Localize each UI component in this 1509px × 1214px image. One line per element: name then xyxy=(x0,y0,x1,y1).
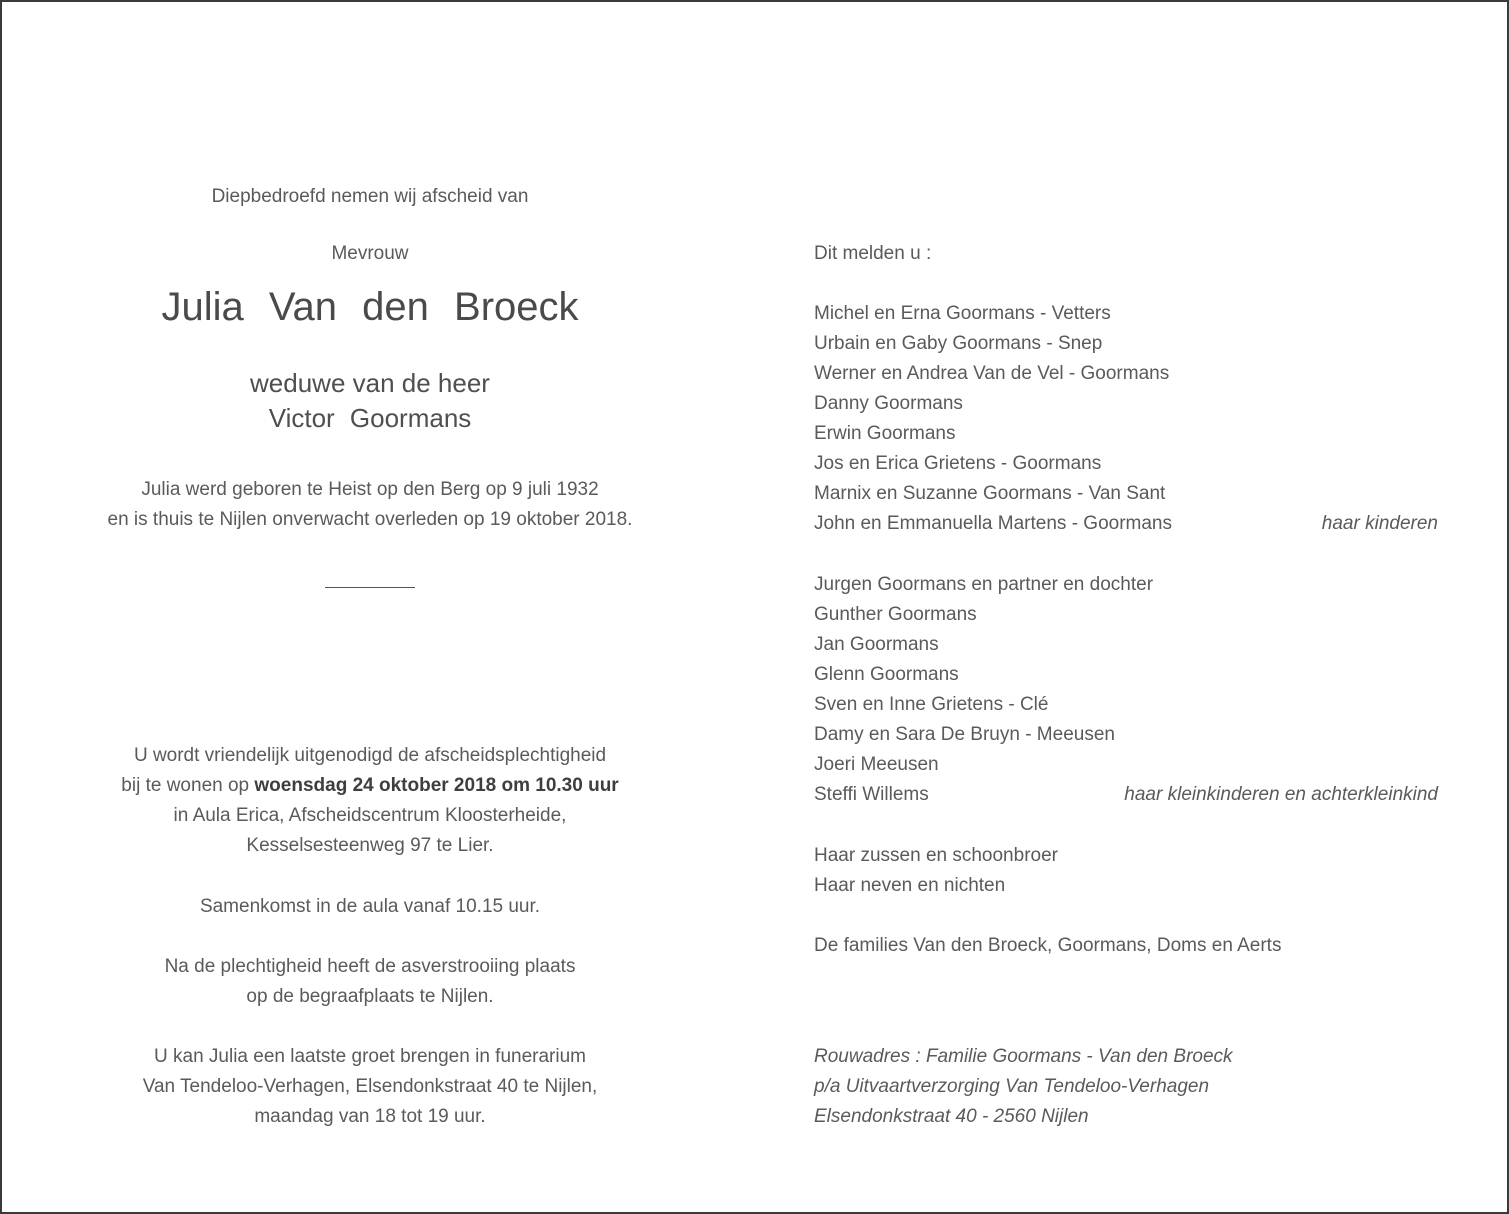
list-item xyxy=(814,841,1438,871)
widow-line: weduwe van de heer xyxy=(250,368,490,398)
children-role: haar kinderen xyxy=(1321,513,1438,534)
list-item xyxy=(814,570,1438,600)
child-name: Marnix en Suzanne Goormans - Van Sant xyxy=(814,483,1166,504)
list-item xyxy=(814,780,1438,810)
visit-line-1: U kan Julia een laatste groet brengen in funerarium xyxy=(154,1046,586,1067)
list-item xyxy=(814,871,1438,901)
child-name: Danny Goormans xyxy=(814,393,963,414)
widow-of xyxy=(2,366,738,436)
intro-text: Diepbedroefd nemen wij afscheid van xyxy=(211,186,529,207)
list-item xyxy=(814,479,1438,509)
families-line: De families Van den Broeck, Goormans, Doms en Aerts xyxy=(814,935,1282,956)
list-item xyxy=(814,660,1438,690)
child-name: Michel en Erna Goormans - Vetters xyxy=(814,303,1111,324)
scatter-line-1: Na de plechtigheid heeft de asverstrooiing plaats xyxy=(164,956,576,977)
birth-line: Julia werd geboren te Heist op den Berg op 9 juli 1932 xyxy=(141,479,599,500)
address-line-1: Rouwadres : Familie Goormans - Van den Broeck xyxy=(814,1046,1233,1067)
children-list xyxy=(814,299,1438,539)
list-item xyxy=(814,509,1438,539)
scattering-text xyxy=(2,952,738,1012)
address-line-2: p/a Uitvaartverzorging Van Tendeloo-Verhagen xyxy=(814,1076,1210,1097)
list-item xyxy=(814,449,1438,479)
grandchild-name: Glenn Goormans xyxy=(814,664,959,685)
list-item xyxy=(814,750,1438,780)
ceremony-prefix: bij te wonen op xyxy=(121,775,255,796)
ceremony-invitation xyxy=(2,741,738,861)
ceremony-date: woensdag 24 oktober 2018 om 10.30 uur xyxy=(254,775,619,796)
list-item xyxy=(814,359,1438,389)
spouse-name: Victor Goormans xyxy=(268,403,472,433)
grandchild-name: Jan Goormans xyxy=(814,634,939,655)
child-name: Urbain en Gaby Goormans - Snep xyxy=(814,333,1103,354)
ceremony-line-2 xyxy=(2,771,738,801)
scatter-line-2: op de begraafplaats te Nijlen. xyxy=(246,986,494,1007)
grandchildren-role: haar kleinkinderen en achterkleinkind xyxy=(1124,784,1438,805)
list-item xyxy=(814,389,1438,419)
visit-line-3: maandag van 18 tot 19 uur. xyxy=(254,1106,486,1127)
sisters-line: Haar zussen en schoonbroer xyxy=(814,845,1058,866)
ceremony-line-3: in Aula Erica, Afscheidscentrum Kloosterheide, xyxy=(173,805,567,826)
list-item xyxy=(814,329,1438,359)
grandchild-name: Sven en Inne Grietens - Clé xyxy=(814,694,1049,715)
grandchild-name: Jurgen Goormans en partner en dochter xyxy=(814,574,1154,595)
list-item xyxy=(814,419,1438,449)
gathering-text xyxy=(2,892,738,922)
relatives-list xyxy=(814,841,1438,901)
child-name: Werner en Andrea Van de Vel - Goormans xyxy=(814,363,1170,384)
child-name: Jos en Erica Grietens - Goormans xyxy=(814,453,1102,474)
mourning-address xyxy=(814,1042,1438,1132)
grandchild-name: Joeri Meeusen xyxy=(814,754,939,775)
list-item xyxy=(814,600,1438,630)
grandchild-name: Damy en Sara De Bruyn - Meeusen xyxy=(814,724,1115,745)
list-item xyxy=(814,720,1438,750)
grandchildren-list xyxy=(814,570,1438,810)
child-name: Erwin Goormans xyxy=(814,423,956,444)
death-line: en is thuis te Nijlen onverwacht overleden op 19 oktober 2018. xyxy=(107,509,633,530)
ceremony-line-1: U wordt vriendelijk uitgenodigd de afscheidsplechtigheid xyxy=(133,745,607,766)
announce-text: Dit melden u : xyxy=(814,243,932,264)
separator-line xyxy=(325,587,415,588)
cousins-line: Haar neven en nichten xyxy=(814,875,1006,896)
list-item xyxy=(814,299,1438,329)
grandchild-name: Steffi Willems xyxy=(814,784,929,805)
list-item xyxy=(814,630,1438,660)
salutation: Mevrouw xyxy=(331,243,409,264)
visit-text xyxy=(2,1042,738,1132)
ceremony-line-4: Kesselsesteenweg 97 te Lier. xyxy=(246,835,494,856)
gathering-line: Samenkomst in de aula vanaf 10.15 uur. xyxy=(199,896,541,917)
deceased-name: Julia Van den Broeck xyxy=(161,285,579,329)
grandchild-name: Gunther Goormans xyxy=(814,604,977,625)
birth-death-text xyxy=(2,475,738,535)
list-item xyxy=(814,690,1438,720)
visit-line-2: Van Tendeloo-Verhagen, Elsendonkstraat 40 te Nijlen, xyxy=(142,1076,598,1097)
child-name: John en Emmanuella Martens - Goormans xyxy=(814,513,1172,534)
address-line-3: Elsendonkstraat 40 - 2560 Nijlen xyxy=(814,1106,1089,1127)
